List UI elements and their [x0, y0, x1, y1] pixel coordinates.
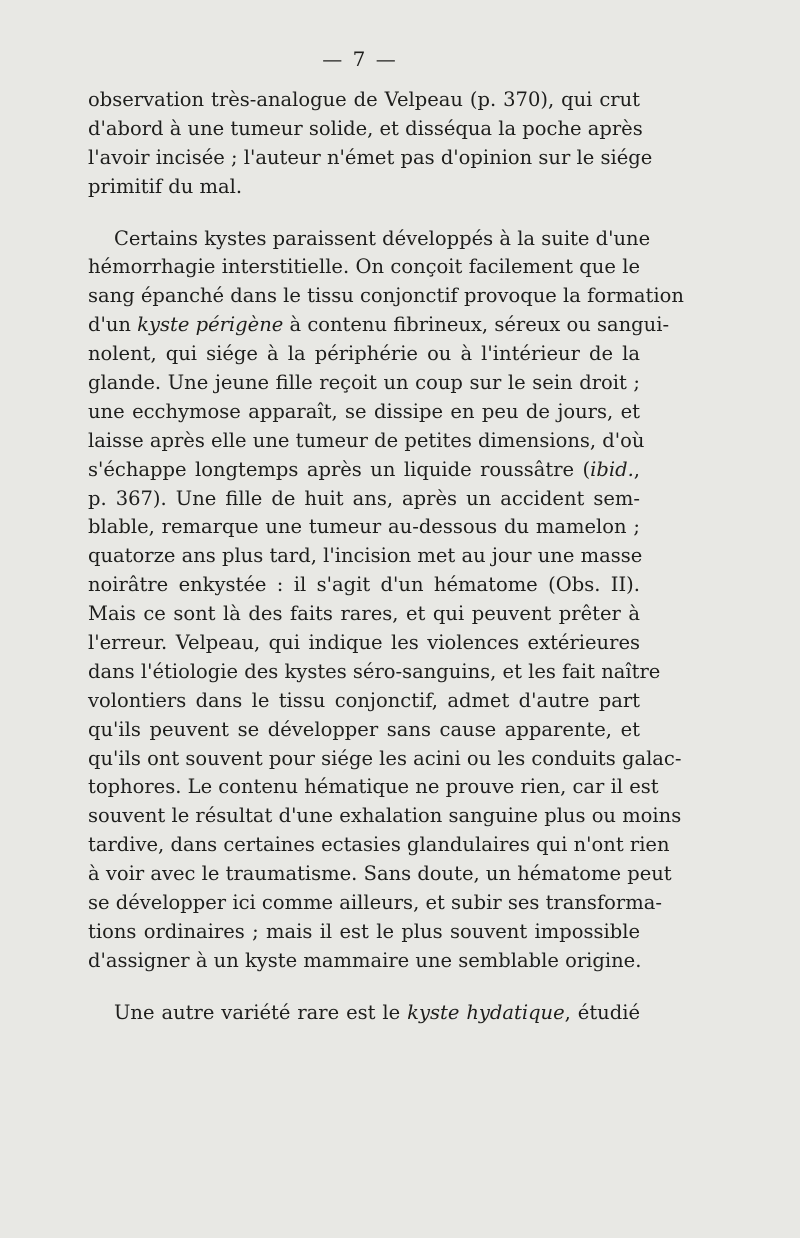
- text-line: hémorrhagie interstitielle. On conçoit facilement que le: [88, 255, 640, 279]
- text-line: observation très-analogue de Velpeau (p. 370), qui crut: [88, 88, 640, 111]
- text-run: d'un: [88, 313, 138, 337]
- text-line: l'avoir incisée ; l'auteur n'émet pas d'opinion sur le siége: [88, 145, 653, 169]
- text-run: ,: [633, 457, 640, 481]
- text-line: volontiers dans le tissu conjonctif, admet d'autre part: [88, 688, 640, 712]
- text-line: d'assigner à un kyste mammaire une semblable origine.: [88, 948, 642, 972]
- text-line: qu'ils peuvent se développer sans cause apparente, et: [88, 717, 640, 741]
- text-line: dans l'étiologie des kystes séro-sanguins, et les fait naître: [88, 659, 661, 683]
- text-run: Une autre variété rare est le: [114, 1000, 408, 1024]
- text-line: [88, 456, 640, 485]
- text-run: à contenu fibrineux, séreux ou sangui-: [283, 313, 670, 337]
- italic-term: ibid.: [590, 457, 634, 481]
- text-run: , étudié: [564, 1000, 640, 1024]
- text-line: à voir avec le traumatisme. Sans doute, un hématome peut: [88, 862, 672, 886]
- text-line: se développer ici comme ailleurs, et subir ses transforma-: [88, 891, 662, 915]
- text-line: glande. Une jeune fille reçoit un coup sur le sein droit ;: [88, 371, 640, 395]
- italic-term: kyste périgène: [137, 313, 284, 337]
- text-line: Certains kystes paraissent développés à la suite d'une: [114, 226, 651, 250]
- paragraph: [88, 86, 653, 202]
- paragraph: [88, 999, 640, 1028]
- text-line: une ecchymose apparaît, se dissipe en peu de jours, et: [88, 399, 640, 423]
- text-line: blable, remarque une tumeur au-dessous du mamelon ;: [88, 515, 640, 539]
- text-line: tardive, dans certaines ectasies glandulaires qui n'ont rien: [88, 833, 670, 857]
- text-line: qu'ils ont souvent pour siége les acini ou les conduits galac-: [88, 746, 682, 770]
- page-number: — 7 —: [322, 47, 398, 71]
- text-line: Mais ce sont là des faits rares, et qui peuvent prêter à: [88, 602, 640, 626]
- italic-term: kyste hydatique: [407, 1000, 565, 1024]
- text-line: souvent le résultat d'une exhalation sanguine plus ou moins: [88, 804, 682, 828]
- text-line: p. 367). Une fille de huit ans, après un accident sem-: [88, 486, 640, 510]
- text-line: d'abord à une tumeur solide, et disséqua la poche après: [88, 116, 643, 140]
- text-line: primitif du mal.: [88, 174, 243, 198]
- text-run: s'échappe longtemps après un liquide roussâtre (: [88, 457, 591, 481]
- body-text: [88, 86, 684, 1028]
- text-line: l'erreur. Velpeau, qui indique les violences extérieures: [88, 631, 640, 655]
- text-line: [88, 311, 670, 340]
- text-line: noirâtre enkystée : il s'agit d'un hématome (Obs. II).: [88, 573, 640, 597]
- text-line: quatorze ans plus tard, l'incision met au jour une masse: [88, 544, 643, 568]
- text-line: [88, 999, 640, 1028]
- paragraph: [88, 225, 684, 976]
- text-line: laisse après elle une tumeur de petites dimensions, d'où: [88, 428, 645, 452]
- text-line: tophores. Le contenu hématique ne prouve rien, car il est: [88, 775, 659, 799]
- text-line: tions ordinaires ; mais il est le plus souvent impossible: [88, 919, 640, 943]
- text-line: nolent, qui siége à la périphérie ou à l'intérieur de la: [88, 342, 640, 366]
- text-line: sang épanché dans le tissu conjonctif provoque la formation: [88, 284, 684, 308]
